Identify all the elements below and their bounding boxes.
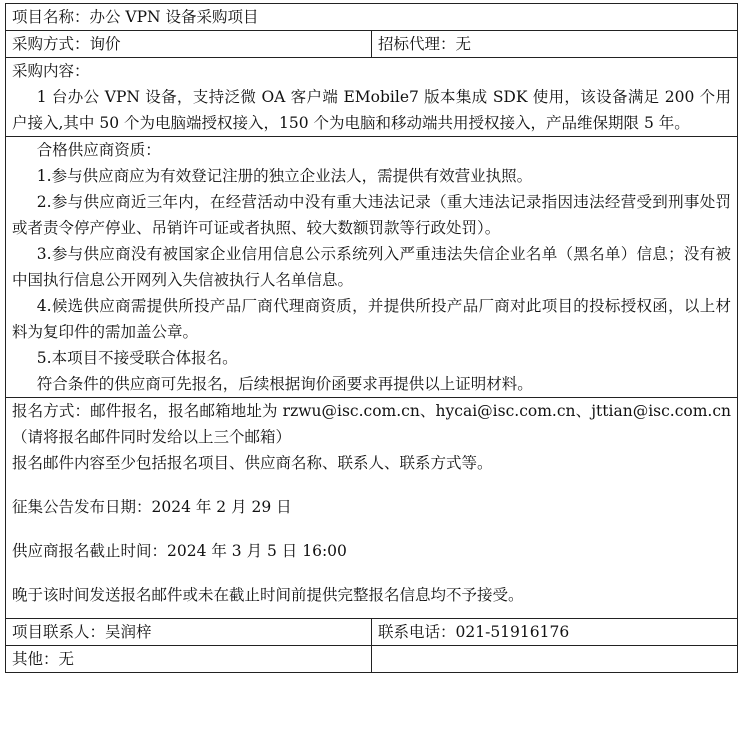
procurement-notice [5,3,737,673]
qualification-cell [6,137,738,398]
contact-phone-cell: 联系电话：021-51916176 [372,619,738,646]
procurement-method-cell: 采购方式：询价 [6,31,372,58]
registration-content: 报名邮件内容至少包括报名项目、供应商名称、联系人、联系方式等。 [12,454,493,472]
content-title: 采购内容： [12,62,90,80]
procurement-table [5,3,738,673]
qualification-item: 4.候选供应商需提供所投产品厂商代理商资质，并提供所投产品厂商对此项目的投标授权函，以上材料为复印件的需加盖公章。 [12,297,732,341]
qualification-item: 2.参与供应商近三年内，在经营活动中没有重大违法记录（重大违法记录指因违法经营受到刑事处罚或者责令停产停业、吊销许可证或者执照、较大数额罚款等行政处罚）。 [12,193,732,237]
qualification-title: 合格供应商资质： [36,141,161,159]
content-body: 1 台办公 VPN 设备，支持泛微 OA 客户端 EMobile7 版本集成 SDK 使用，该设备满足 200 个用户接入,其中 50 个为电脑端授权接入，150 个为电脑和移动端共用授权接入，产品维保期限 5 年。 [12,88,732,132]
publish-date: 征集公告发布日期：2024 年 2 月 29 日 [12,498,292,516]
registration-method: 报名方式：邮件报名，报名邮箱地址为 rzwu@isc.com.cn、hycai@isc.com.cn、jttian@isc.com.cn（请将报名邮件同时发给以上三个邮箱） [12,402,732,446]
project-name-cell: 项目名称：办公 VPN 设备采购项目 [6,4,738,31]
qualification-item: 1.参与供应商应为有效登记注册的独立企业法人，需提供有效营业执照。 [36,167,533,185]
procurement-content-cell [6,58,738,137]
contact-person-cell: 项目联系人：吴润梓 [6,619,372,646]
empty-cell [372,646,738,673]
qualification-item: 5.本项目不接受联合体报名。 [36,349,238,367]
other-cell: 其他：无 [6,646,372,673]
registration-deadline: 供应商报名截止时间：2024 年 3 月 5 日 16:00 [12,542,347,560]
qualification-item: 3.参与供应商没有被国家企业信用信息公示系统列入严重违法失信企业名单（黑名单）信息；没有被中国执行信息公开网列入失信被执行人名单信息。 [12,245,732,289]
agent-cell: 招标代理：无 [372,31,738,58]
late-submission-note: 晚于该时间发送报名邮件或未在截止时间前提供完整报名信息均不予接受。 [12,586,524,604]
registration-cell [6,398,738,619]
qualification-note: 符合条件的供应商可先报名，后续根据询价函要求再提供以上证明材料。 [36,375,533,393]
